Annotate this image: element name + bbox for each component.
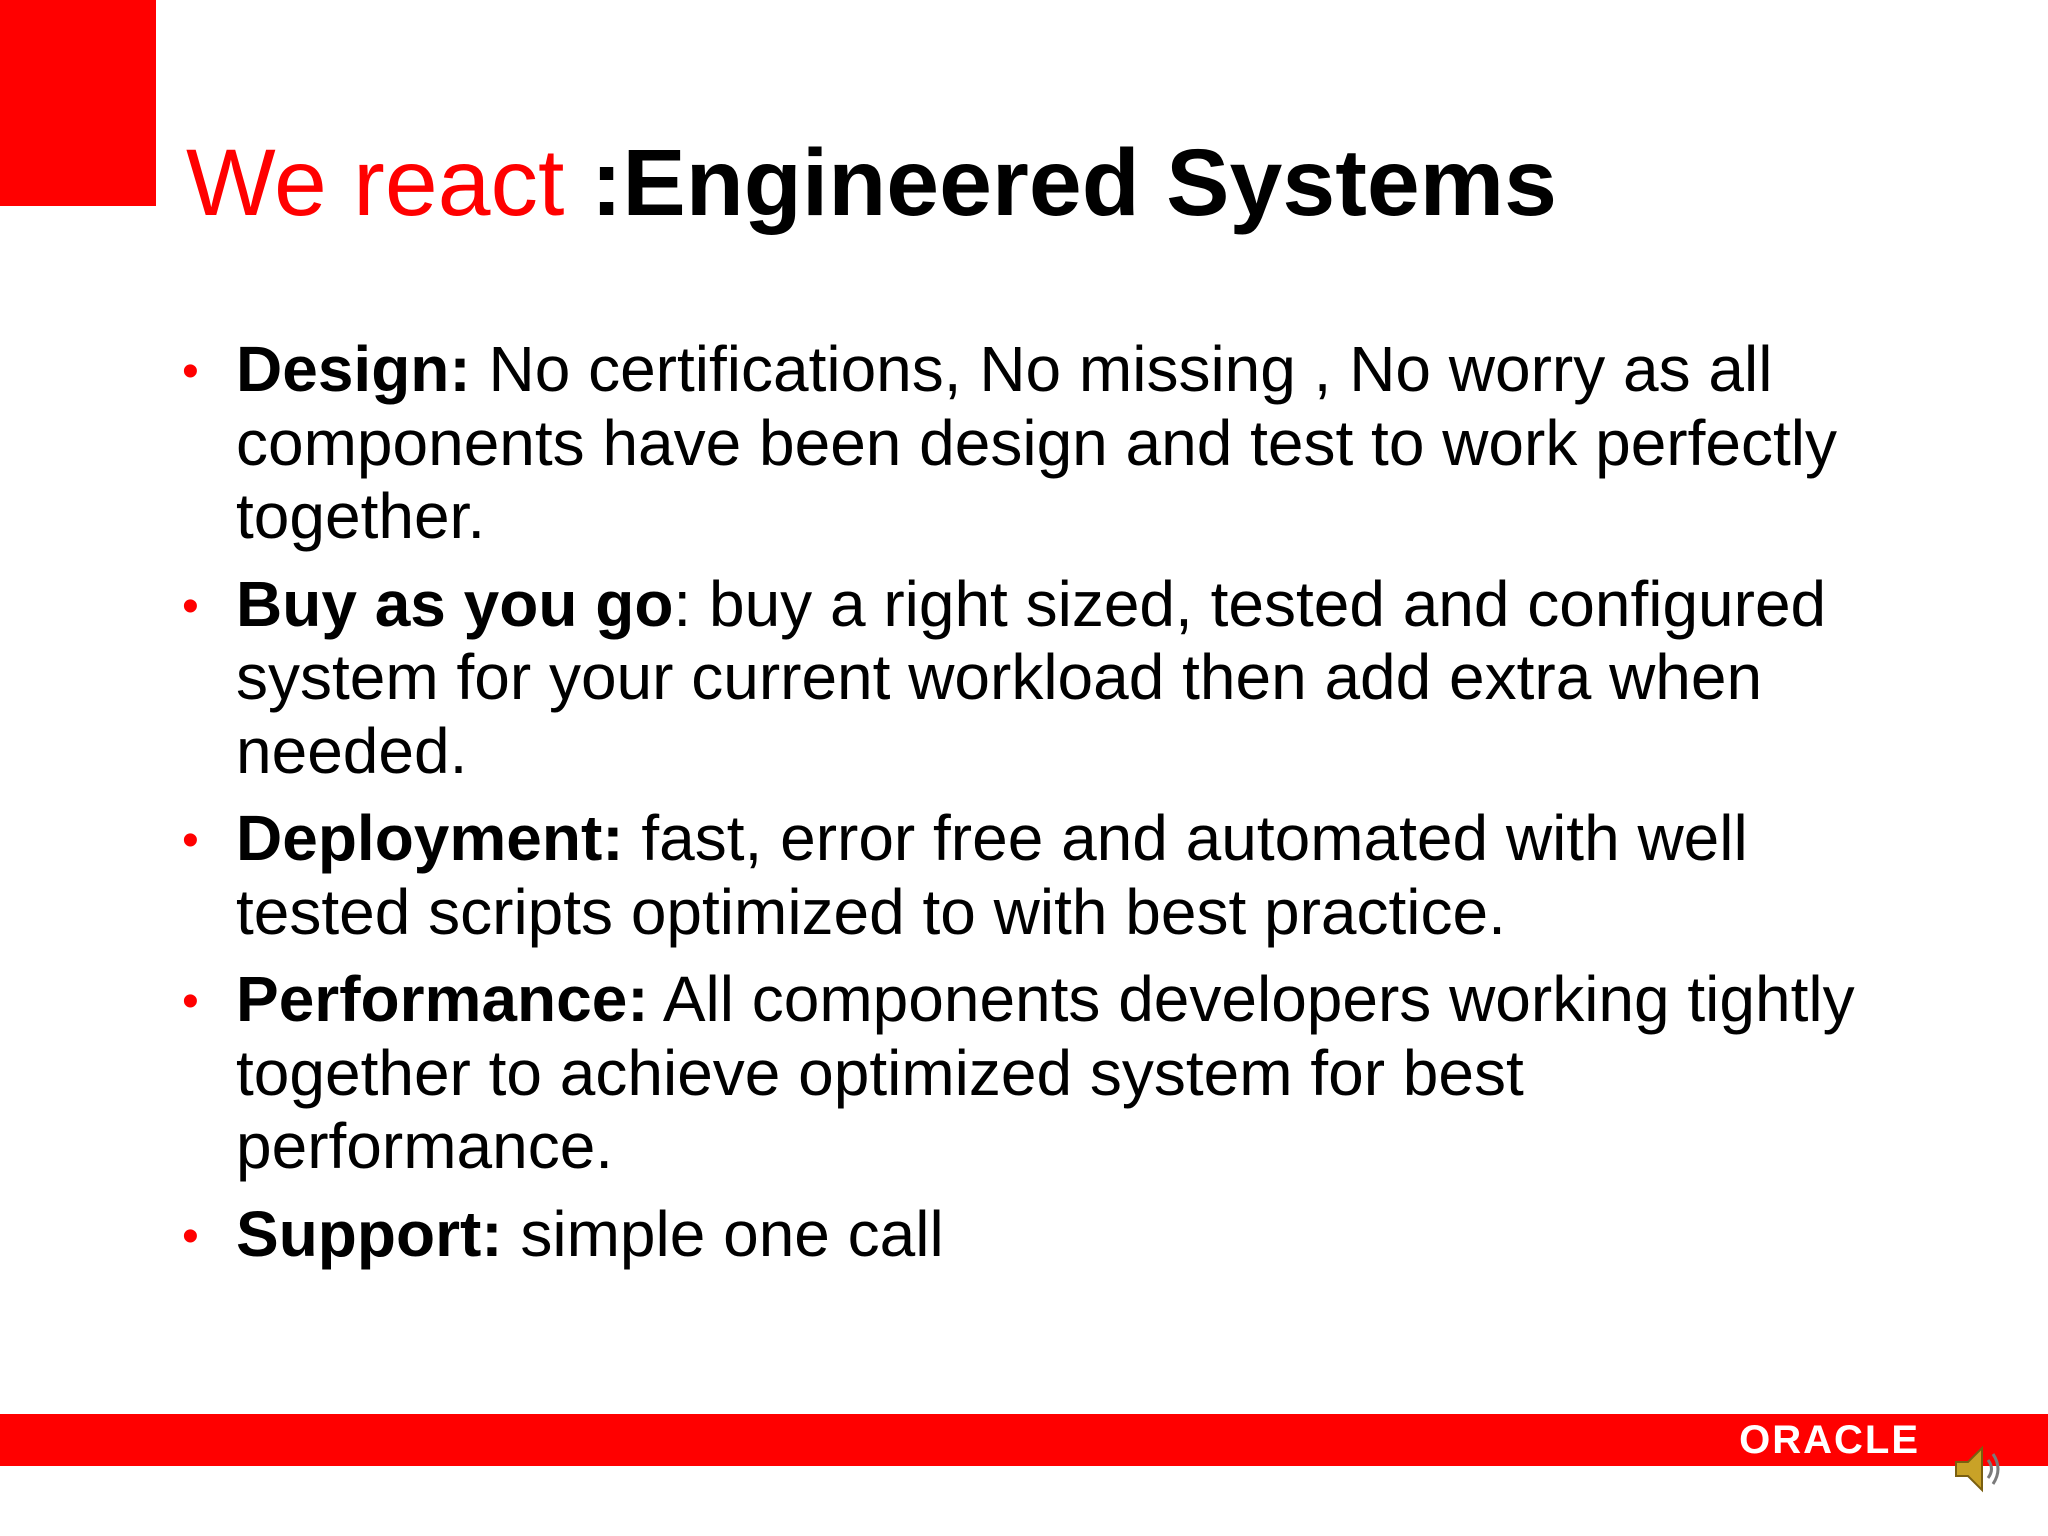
bullet-text: : buy a right sized, tested and configured system for your current workload then add extra when needed.	[236, 567, 1827, 787]
speaker-icon[interactable]	[1950, 1440, 2008, 1498]
bullet-dot-icon: •	[182, 975, 199, 1028]
bullet-label: Buy as you go	[236, 567, 674, 640]
bullet-text: All components developers working tightly together to achieve optimized system for best performance.	[236, 963, 1855, 1182]
bullet-label: Design:	[236, 333, 471, 405]
bullet-dot-icon: •	[182, 345, 199, 398]
bullet-label: Deployment:	[236, 802, 624, 874]
bullet-item-buy-as-you-go	[182, 567, 1876, 789]
footer-bar	[0, 1414, 2048, 1466]
slide-title	[186, 118, 1557, 248]
bullet-text: simple one call	[502, 1197, 944, 1270]
bullet-text: No certifications, No missing , No worry as all components have been design and test to work perfectly together.	[236, 333, 1837, 552]
bullet-item-performance	[182, 963, 1876, 1184]
bullet-item-support	[182, 1197, 1876, 1272]
bullet-dot-icon: •	[182, 1209, 199, 1263]
bullet-dot-icon: •	[182, 579, 199, 633]
oracle-logo: ORACLE	[1739, 1418, 1920, 1462]
title-main: :Engineered Systems	[590, 130, 1557, 236]
bullet-text: fast, error free and automated with well tested scripts optimized to with best practice.	[236, 802, 1748, 948]
bullet-list	[182, 333, 1876, 1285]
bullet-dot-icon: •	[182, 814, 199, 867]
bullet-label: Performance:	[236, 963, 649, 1035]
title-prefix: We react	[186, 130, 591, 236]
bullet-item-design	[182, 333, 1876, 554]
corner-accent-block	[0, 0, 156, 206]
bullet-label: Support:	[236, 1197, 503, 1270]
bullet-item-deployment	[182, 802, 1876, 949]
